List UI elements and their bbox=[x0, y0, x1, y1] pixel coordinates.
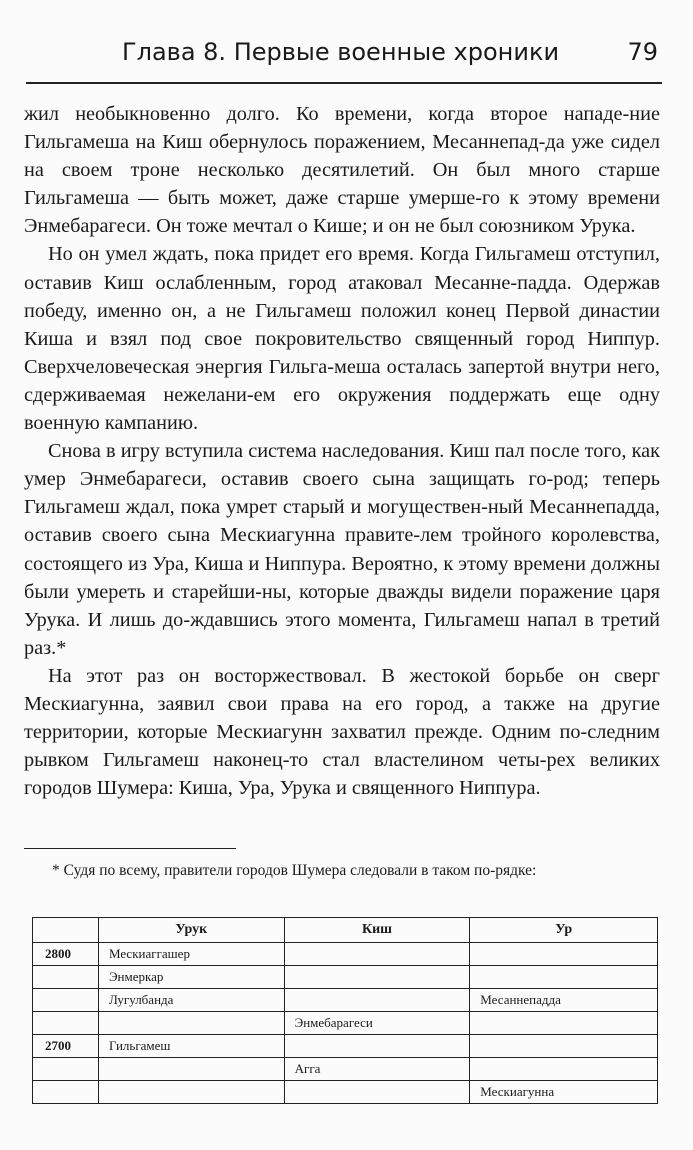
paragraph: жил необыкновенно долго. Ко времени, когда второе нападе-ние Гильгамеша на Киш обернулось поражением, Месаннепад-да уже сидел на своем троне несколько десятилетий. Он был много старше Гильгамеша — быть может, даже старше умерше-го к этому времени Энмебарагеси. Он тоже мечтал о Кише; и он не был союзником Урука. bbox=[24, 103, 660, 238]
table-cell: Лугулбанда bbox=[98, 989, 284, 1012]
table-cell: Месаннепадда bbox=[470, 989, 658, 1012]
table-cell-year bbox=[33, 1081, 99, 1104]
table-cell: Мескиаггашер bbox=[98, 943, 284, 966]
body-text bbox=[24, 100, 660, 802]
table-cell-year bbox=[33, 1058, 99, 1081]
table-cell-year: 2800 bbox=[33, 943, 99, 966]
table-cell-year bbox=[33, 966, 99, 989]
table-header bbox=[33, 918, 99, 943]
footnote-rule bbox=[24, 848, 236, 849]
table-cell-year bbox=[33, 1012, 99, 1035]
table-row bbox=[33, 989, 658, 1012]
table-cell: Агга bbox=[284, 1058, 470, 1081]
table-cell bbox=[284, 1035, 470, 1058]
page-number: 79 bbox=[627, 38, 658, 66]
table-row bbox=[33, 1081, 658, 1104]
footnote bbox=[24, 860, 656, 882]
paragraph: Но он умел ждать, пока придет его время. Когда Гильгамеш отступил, оставив Киш ослабленным, город атаковал Месанне-падда. Одержав победу, именно он, а не Гильгамеш положил конец Первой династии Киша и взял под свое покровительство священный город Ниппур. Сверхчеловеческая энергия Гильга-меша осталась запертой внутри него, сдерживаемая нежелани-ем его окружения поддержать еще одну военную кампанию. bbox=[24, 243, 660, 435]
table-row bbox=[33, 966, 658, 989]
table-cell bbox=[284, 1081, 470, 1104]
table-cell bbox=[284, 966, 470, 989]
table-row bbox=[33, 943, 658, 966]
table-cell bbox=[470, 966, 658, 989]
table-row bbox=[33, 1035, 658, 1058]
table-cell bbox=[470, 1058, 658, 1081]
table-cell: Гильгамеш bbox=[98, 1035, 284, 1058]
table-cell: Мескиагунна bbox=[470, 1081, 658, 1104]
table-cell bbox=[470, 1012, 658, 1035]
paragraph: На этот раз он восторжествовал. В жестокой борьбе он сверг Мескиагунна, заявил свои права на его город, а также на другие территории, которые Мескиагунн захватил прежде. Одним по-следним рывком Гильгамеш наконец-то стал властелином четы-рех великих городов Шумера: Киша, Ура, Урука и священного Ниппура. bbox=[24, 664, 660, 800]
table-header: Урук bbox=[98, 918, 284, 943]
chapter-title: Глава 8. Первые военные хроники bbox=[122, 38, 560, 66]
table-header-row bbox=[33, 918, 658, 943]
table-cell: Энмебарагеси bbox=[284, 1012, 470, 1035]
table-cell bbox=[470, 943, 658, 966]
header-rule bbox=[26, 82, 662, 84]
table-cell bbox=[98, 1058, 284, 1081]
table-cell-year bbox=[33, 989, 99, 1012]
table-cell bbox=[284, 989, 470, 1012]
table-cell: Энмеркар bbox=[98, 966, 284, 989]
table-row bbox=[33, 1058, 658, 1081]
table-cell-year: 2700 bbox=[33, 1035, 99, 1058]
table-cell bbox=[98, 1081, 284, 1104]
footnote-text: * Судя по всему, правители городов Шумера следовали в таком по-рядке: bbox=[52, 862, 537, 879]
table-cell bbox=[284, 943, 470, 966]
table-row bbox=[33, 1012, 658, 1035]
table-cell bbox=[98, 1012, 284, 1035]
table-header: Киш bbox=[284, 918, 470, 943]
table-cell bbox=[470, 1035, 658, 1058]
paragraph: Снова в игру вступила система наследования. Киш пал после того, как умер Энмебарагеси, оставив своего сына защищать го-род; теперь Гильгамеш ждал, пока умрет старый и могуществен-ный Месаннепадда, оставив своего сына Мескиагунна правите-лем тройного королевства, состоящего из Ура, Киша и Ниппура. Вероятно, к этому времени должны были умереть и старейши-ны, которые дважды видели поражение царя Урука. И лишь до-ждавшись этого момента, Гильгамеш напал в третий раз.* bbox=[24, 440, 660, 659]
rulers-table bbox=[32, 917, 658, 1104]
table-header: Ур bbox=[470, 918, 658, 943]
